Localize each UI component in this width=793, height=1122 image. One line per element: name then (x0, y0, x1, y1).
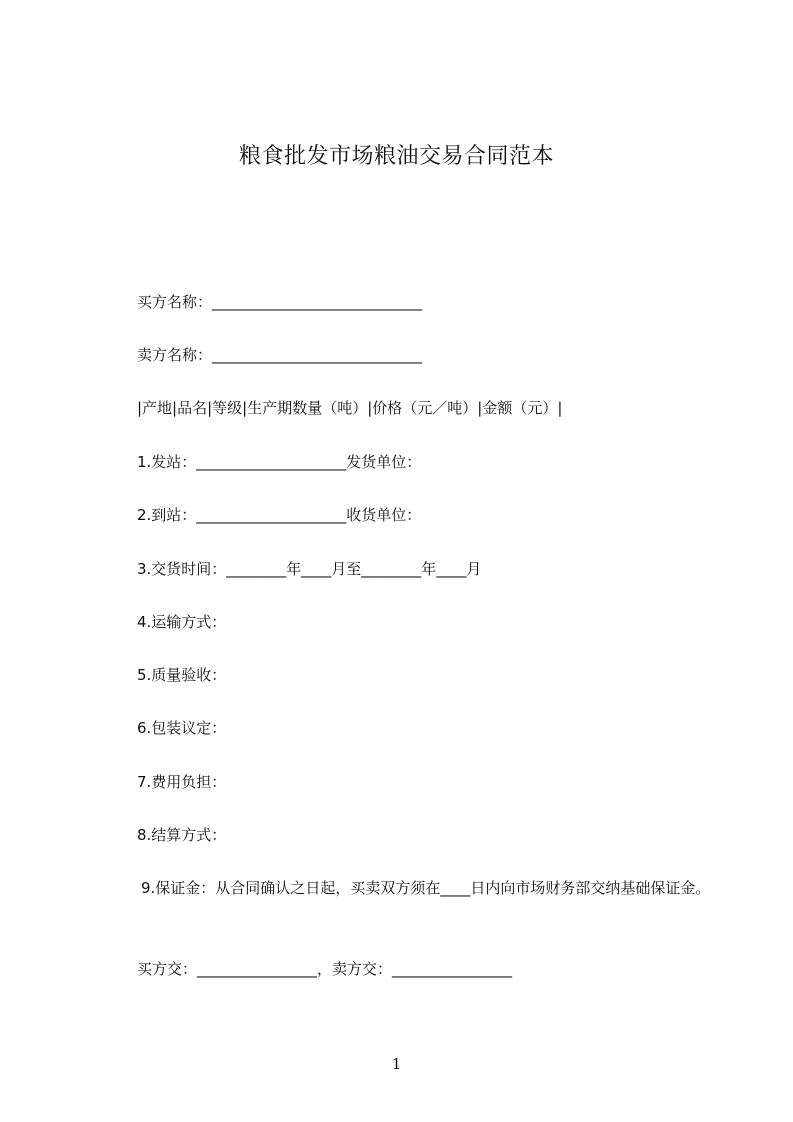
item-departure-station: 1.发站：____________________发货单位： (137, 453, 422, 471)
item-packaging: 6.包装议定： (137, 719, 227, 737)
item-cost-bearing: 7.费用负担： (137, 773, 227, 791)
document-title: 粮食批发市场粮油交易合同范本 (238, 144, 554, 169)
item-arrival-station: 2.到站：____________________收货单位： (137, 506, 422, 524)
deposit-clause-paragraph (105, 875, 715, 901)
deposit-clause-text: 9.保证金：从合同确认之日起，买卖双方须在____日内向市场财务部交纳基础保证金。 (141, 879, 711, 897)
item-settlement-method: 8.结算方式： (137, 826, 227, 844)
deposit-amount-line: 买方交：________________，卖方交：________________ (137, 960, 513, 978)
item-delivery-time: 3.交货时间：________年____月至________年____月 (137, 560, 482, 578)
table-header-line: |产地|品名|等级|生产期数量（吨）|价格（元／吨）|金额（元）| (137, 399, 563, 417)
page-number: 1 (391, 1055, 402, 1073)
buyer-name-line: 买方名称：____________________________ (137, 293, 423, 311)
item-quality-inspection: 5.质量验收： (137, 666, 227, 684)
item-transport-method: 4.运输方式： (137, 613, 227, 631)
seller-name-line: 卖方名称：____________________________ (137, 346, 423, 364)
